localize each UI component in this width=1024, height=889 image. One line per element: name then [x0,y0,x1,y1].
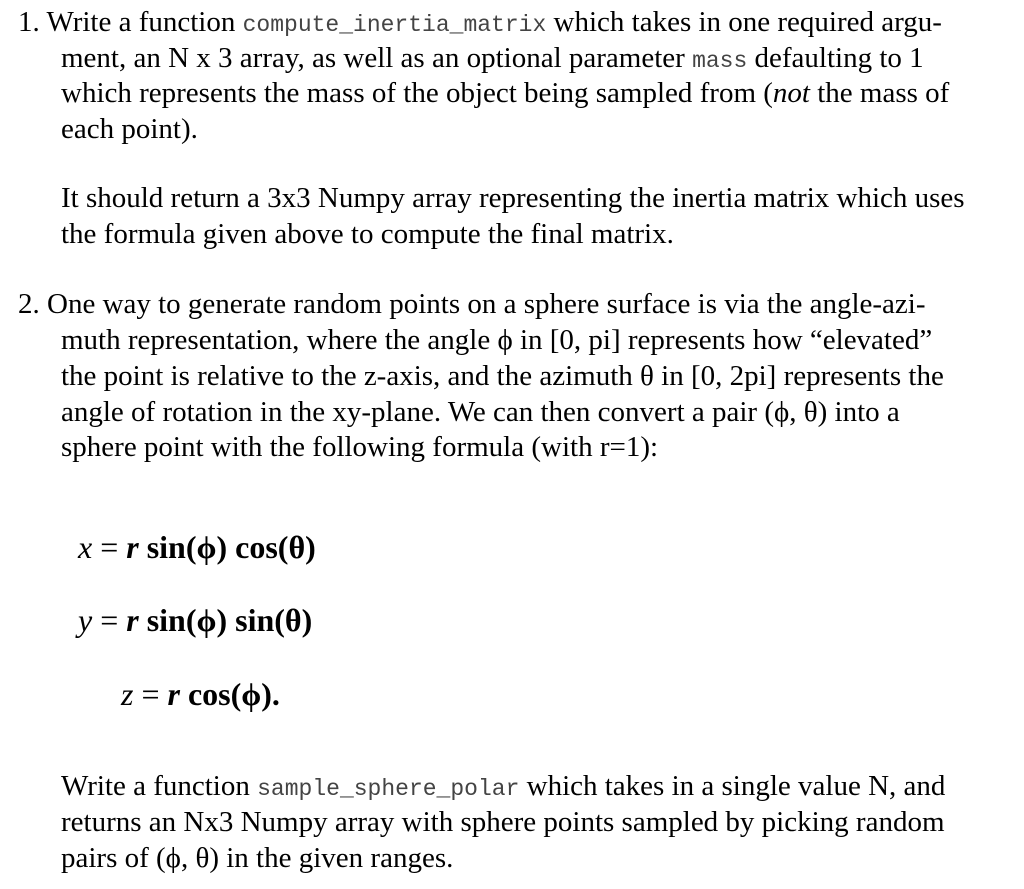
item1-line1-pre: Write a function [46,6,243,38]
item1-line3-pre: which represents the mass of the object being sampled from ( [61,77,773,109]
item2-para3-line1-pre: Write a function [61,770,258,802]
eq-x-r: r [126,529,139,565]
eq-z-r: r [167,676,180,712]
code-compute-inertia-matrix: compute_inertia_matrix [242,12,547,38]
item2-number: 2. [18,288,40,320]
item2-para3-line2: returns an Nx3 Numpy array with sphere points sampled by picking random [61,806,945,838]
item2-para3-line3: pairs of (ϕ, θ) in the given ranges. [61,842,454,874]
eq-x-equals: = [92,529,127,565]
eq-x-body: sin(ϕ) cos(θ) [138,529,316,565]
item2-line1-text: One way to generate random points on a sphere surface is via the angle-azi- [47,288,926,320]
item1-line1 [18,4,942,43]
item2-line4: angle of rotation in the xy-plane. We can then convert a pair (ϕ, θ) into a [61,396,900,428]
item1-line3 [61,75,949,111]
eq-y-body: sin(ϕ) sin(θ) [138,602,313,638]
eq-x-lhs: x [78,529,93,565]
equation-z [121,674,280,714]
item2-para3-line1 [61,768,945,807]
item1-line2-pre: ment, an N x 3 array, as well as an optional parameter [61,42,693,74]
equation-y [78,600,312,640]
item2-line5: sphere point with the following formula (with r=1): [61,431,659,463]
item1-emphasis-not: not [772,77,810,109]
code-mass: mass [692,48,748,74]
item2-line2: muth representation, where the angle ϕ in [0, pi] represents how “elevated” [61,324,933,356]
equation-x [78,527,316,567]
item1-para2-line1: It should return a 3x3 Numpy array representing the inertia matrix which uses [61,182,965,214]
item2-para3-line1-post: which takes in a single value N, and [519,770,946,802]
item1-line2 [61,40,924,79]
item1-line4: each point). [61,113,198,145]
code-sample-sphere-polar: sample_sphere_polar [257,776,520,802]
item1-line2-post: defaulting to 1 [747,42,924,74]
eq-y-equals: = [92,602,127,638]
eq-z-body: cos(ϕ). [179,676,280,712]
item2-line3: the point is relative to the z-axis, and the azimuth θ in [0, 2pi] represents the [61,360,944,392]
item1-number: 1. [18,6,40,38]
eq-z-lhs: z [121,676,134,712]
eq-y-r: r [126,602,139,638]
eq-y-lhs: y [78,602,93,638]
item1-line1-post: which takes in one required argu- [546,6,942,38]
item1-para2-line2: the formula given above to compute the final matrix. [61,218,674,250]
eq-z-equals: = [133,676,168,712]
item1-line3-post: the mass of [809,77,950,109]
item2-line1 [18,286,926,322]
